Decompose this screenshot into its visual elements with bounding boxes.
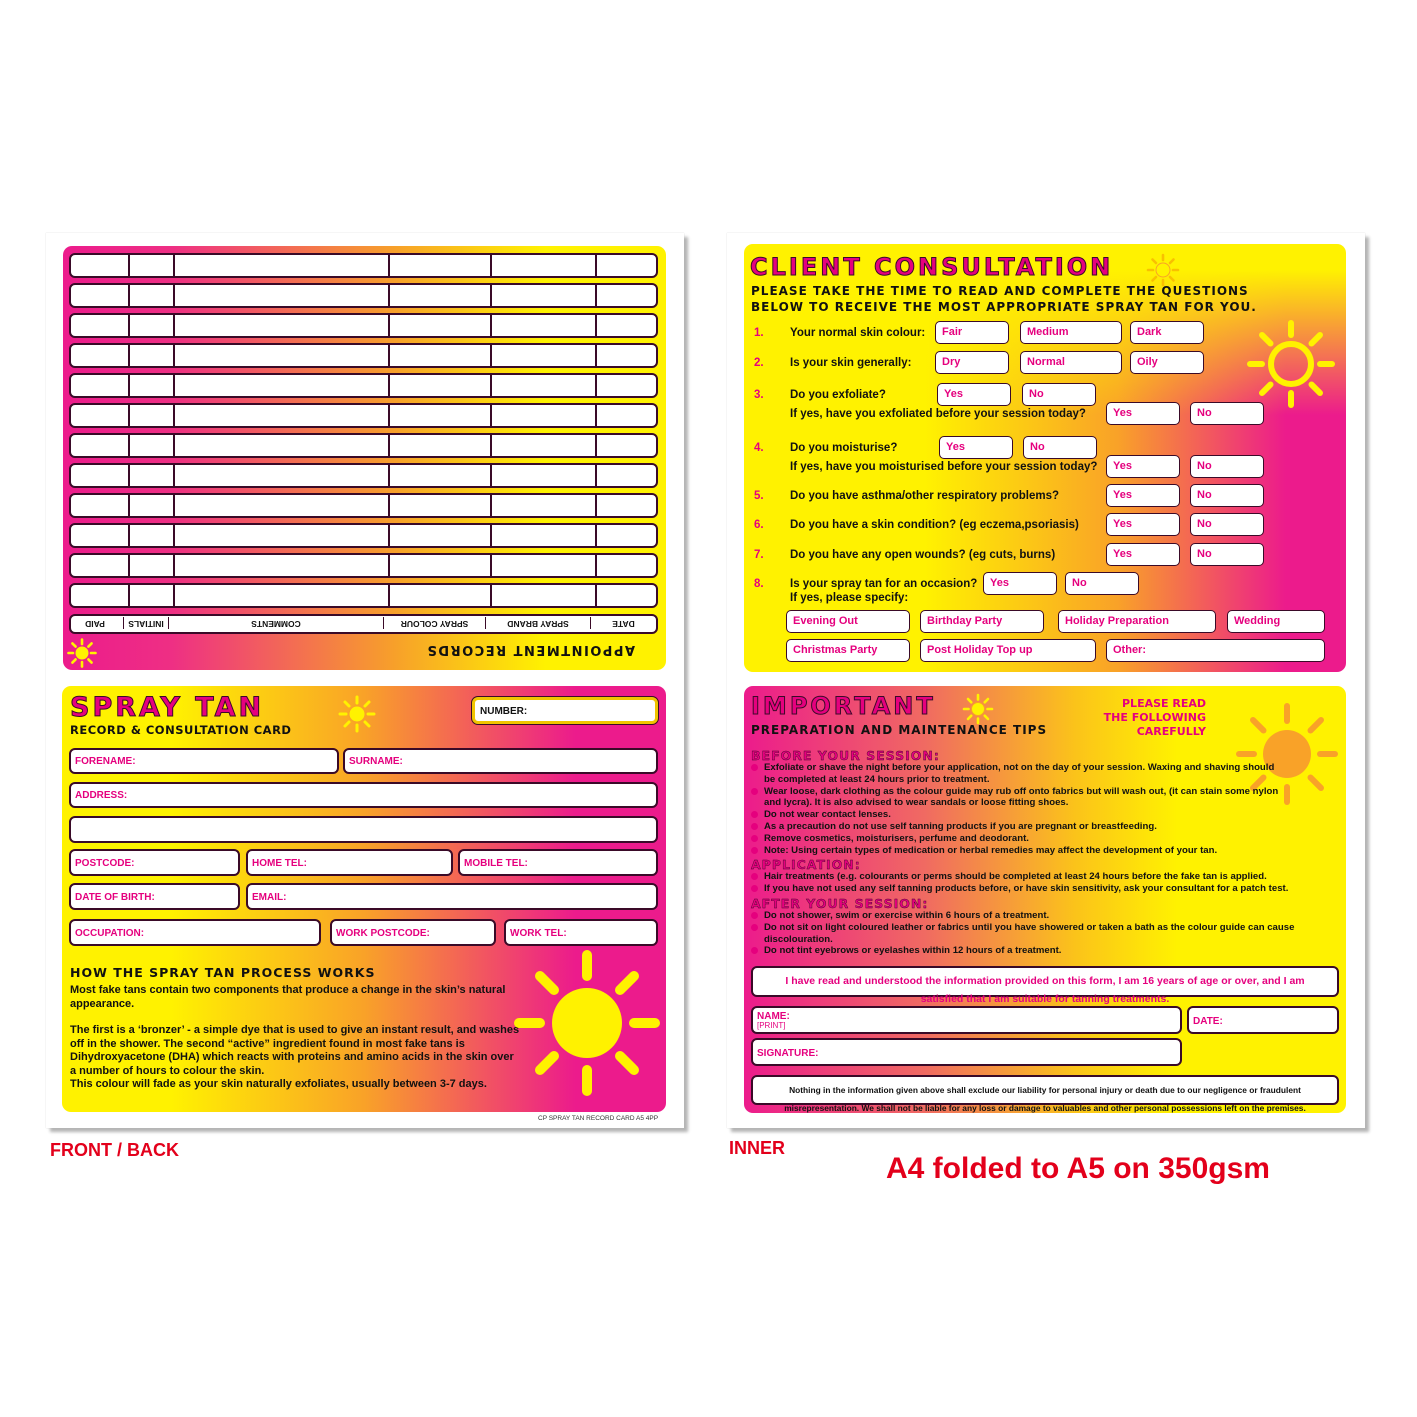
column-divider bbox=[388, 555, 390, 576]
tip-item: Note: Using certain types of medication or herbal remedies may affect the development of your tan. bbox=[749, 845, 1279, 857]
column-divider bbox=[128, 345, 130, 366]
column-divider bbox=[595, 285, 597, 306]
tip-item: Do not shower, swim or exercise within 6 hours of a treatment. bbox=[749, 910, 1329, 922]
column-divider bbox=[173, 585, 175, 606]
column-divider bbox=[173, 495, 175, 516]
sun-icon bbox=[1246, 319, 1336, 409]
how-paragraph-1: Most fake tans contain two components that produce a change in the skin’s natural appearance. bbox=[70, 984, 506, 1010]
option-yes[interactable]: Yes bbox=[1106, 455, 1180, 478]
column-divider bbox=[173, 525, 175, 546]
column-divider bbox=[490, 375, 492, 396]
column-divider bbox=[490, 435, 492, 456]
column-divider bbox=[388, 435, 390, 456]
column-divider bbox=[490, 315, 492, 336]
consultation-intro-2: BELOW TO RECEIVE THE MOST APPROPRIATE SPRAY TAN FOR YOU. bbox=[751, 300, 1257, 314]
option-fair[interactable]: Fair bbox=[935, 321, 1009, 344]
tip-item: If you have not used any self tanning products before, or have skin sensitivity, ask your consultant for a patch test. bbox=[749, 883, 1339, 895]
option-no[interactable]: No bbox=[1023, 436, 1097, 459]
option-normal[interactable]: Normal bbox=[1020, 351, 1122, 374]
how-it-works-text bbox=[70, 984, 520, 1092]
front-back-caption: FRONT / BACK bbox=[50, 1140, 179, 1160]
column-divider bbox=[388, 585, 390, 606]
column-divider bbox=[595, 315, 597, 336]
number-field[interactable]: NUMBER: bbox=[472, 697, 658, 724]
column-divider bbox=[595, 345, 597, 366]
appointment-row[interactable] bbox=[69, 523, 658, 548]
home-tel-field[interactable]: HOME TEL: bbox=[246, 849, 453, 876]
mobile-tel-field[interactable]: MOBILE TEL: bbox=[458, 849, 658, 876]
sun-icon bbox=[337, 694, 377, 734]
question-4-text: Do you moisturise? bbox=[790, 442, 898, 454]
appointment-row[interactable] bbox=[69, 553, 658, 578]
disclaimer-text: Nothing in the information given above shall exclude our liability for personal injury or death due to our negligence or fraudulent misrepresentation. We shall not be liable for any loss or damage to valuables and other personal possessions left on the premises. bbox=[784, 1085, 1306, 1113]
question-7-text: Do you have any open wounds? (eg cuts, burns) bbox=[790, 549, 1056, 561]
print-code: CP SPRAY TAN RECORD CARD A5 4PP bbox=[538, 1115, 659, 1122]
appointment-header-row bbox=[69, 614, 658, 634]
work-tel-field[interactable]: WORK TEL: bbox=[504, 919, 658, 946]
column-divider bbox=[173, 345, 175, 366]
appointment-row[interactable] bbox=[69, 373, 658, 398]
question-number: 7. bbox=[754, 549, 764, 561]
option-yes[interactable]: Yes bbox=[1106, 543, 1180, 566]
appointment-row[interactable] bbox=[69, 463, 658, 488]
option-no[interactable]: No bbox=[1190, 543, 1264, 566]
address-line-2-field[interactable] bbox=[69, 816, 658, 843]
client-consultation-panel bbox=[744, 244, 1346, 672]
column-divider bbox=[173, 375, 175, 396]
how-paragraph-3: This colour will fade as your skin naturally exfoliates, usually between 3-7 days. bbox=[70, 1078, 487, 1090]
question-number: 1. bbox=[754, 327, 764, 339]
appointment-title: APPOINTMENT RECORDS bbox=[426, 642, 635, 657]
option-no[interactable]: No bbox=[1065, 572, 1139, 595]
important-panel bbox=[744, 686, 1346, 1113]
column-divider bbox=[388, 285, 390, 306]
appointment-row[interactable] bbox=[69, 403, 658, 428]
question-2-text: Is your skin generally: bbox=[790, 357, 912, 369]
occasion-post-holiday-top-up[interactable]: Post Holiday Top up bbox=[920, 639, 1096, 662]
front-back-sheet bbox=[46, 233, 684, 1128]
before-session-heading: BEFORE YOUR SESSION: bbox=[751, 748, 940, 763]
column-divider bbox=[490, 345, 492, 366]
option-yes[interactable]: Yes bbox=[1106, 513, 1180, 536]
option-no[interactable]: No bbox=[1022, 383, 1096, 406]
option-dark[interactable]: Dark bbox=[1130, 321, 1204, 344]
question-1-text: Your normal skin colour: bbox=[790, 327, 926, 339]
sun-icon bbox=[67, 638, 97, 668]
declaration-box bbox=[751, 966, 1339, 1005]
email-field[interactable]: EMAIL: bbox=[246, 883, 658, 910]
question-4-followup: If yes, have you moisturised before your session today? bbox=[790, 461, 1098, 473]
format-caption: A4 folded to A5 on 350gsm bbox=[886, 1152, 1270, 1185]
option-no[interactable]: No bbox=[1190, 484, 1264, 507]
column-divider bbox=[173, 315, 175, 336]
column-divider bbox=[128, 285, 130, 306]
option-yes[interactable]: Yes bbox=[1106, 484, 1180, 507]
after-session-list bbox=[749, 910, 1329, 957]
occupation-field[interactable]: OCCUPATION: bbox=[69, 919, 321, 946]
postcode-field[interactable]: POSTCODE: bbox=[69, 849, 240, 876]
column-divider bbox=[173, 285, 175, 306]
sun-icon bbox=[1146, 253, 1180, 287]
please-read-note: PLEASE READ THE FOLLOWING CAREFULLY bbox=[1103, 697, 1206, 738]
occasion-holiday-preparation[interactable]: Holiday Preparation bbox=[1058, 610, 1216, 633]
column-divider bbox=[595, 375, 597, 396]
column-divider bbox=[388, 495, 390, 516]
sun-icon bbox=[962, 693, 994, 725]
tip-item: Do not tint eyebrows or eyelashes within 12 hours of a treatment. bbox=[749, 945, 1329, 957]
appointment-row[interactable] bbox=[69, 253, 658, 278]
question-number: 5. bbox=[754, 490, 764, 502]
question-number: 3. bbox=[754, 389, 764, 401]
date-of-birth-field[interactable]: DATE OF BIRTH: bbox=[69, 883, 240, 910]
column-divider bbox=[128, 465, 130, 486]
tip-item: Hair treatments (e.g. colourants or perms should be completed at least 24 hours before the fake tan is applied. bbox=[749, 871, 1339, 883]
column-divider bbox=[173, 255, 175, 276]
column-header: PAID bbox=[67, 617, 124, 629]
column-divider bbox=[595, 465, 597, 486]
column-header: INITIALS bbox=[124, 617, 169, 629]
name-field[interactable]: NAME: [PRINT] bbox=[751, 1006, 1182, 1034]
option-dry[interactable]: Dry bbox=[935, 351, 1009, 374]
column-divider bbox=[490, 465, 492, 486]
appointment-row[interactable] bbox=[69, 583, 658, 608]
appointment-row[interactable] bbox=[69, 283, 658, 308]
appointment-row[interactable] bbox=[69, 313, 658, 338]
column-divider bbox=[595, 525, 597, 546]
occasion-evening-out[interactable]: Evening Out bbox=[786, 610, 910, 633]
column-divider bbox=[490, 525, 492, 546]
consultation-intro-1: PLEASE TAKE THE TIME TO READ AND COMPLETE THE QUESTIONS bbox=[751, 284, 1249, 298]
appointment-row[interactable] bbox=[69, 343, 658, 368]
after-session-heading: AFTER YOUR SESSION: bbox=[751, 896, 929, 911]
column-divider bbox=[388, 525, 390, 546]
occasion-christmas-party[interactable]: Christmas Party bbox=[786, 639, 910, 662]
column-divider bbox=[388, 375, 390, 396]
signature-field[interactable]: SIGNATURE: bbox=[751, 1038, 1182, 1066]
tip-item: Wear loose, dark clothing as the colour guide may rub off onto fabrics but will wash out, (it can stain some nylon and lycra). It is also advised to wear sandals or loose fitting shoes. bbox=[749, 786, 1279, 810]
occasion-other[interactable]: Other: bbox=[1106, 639, 1325, 662]
question-number: 2. bbox=[754, 357, 764, 369]
option-oily[interactable]: Oily bbox=[1130, 351, 1204, 374]
question-5-text: Do you have asthma/other respiratory problems? bbox=[790, 490, 1060, 502]
address-field[interactable]: ADDRESS: bbox=[69, 782, 658, 808]
column-divider bbox=[388, 315, 390, 336]
spray-tan-card-panel bbox=[62, 686, 666, 1112]
question-8-followup: If yes, please specify: bbox=[790, 592, 909, 604]
column-divider bbox=[490, 495, 492, 516]
column-divider bbox=[388, 345, 390, 366]
question-8-text: Is your spray tan for an occasion? bbox=[790, 578, 978, 590]
question-number: 4. bbox=[754, 442, 764, 454]
tip-item: As a precaution do not use self tanning products if you are pregnant or breastfeeding. bbox=[749, 821, 1279, 833]
column-header: SPRAY BRAND bbox=[486, 617, 591, 629]
occasion-wedding[interactable]: Wedding bbox=[1227, 610, 1325, 633]
application-heading: APPLICATION: bbox=[751, 857, 861, 872]
question-3-followup: If yes, have you exfoliated before your session today? bbox=[790, 408, 1086, 420]
option-no[interactable]: No bbox=[1190, 455, 1264, 478]
question-3-text: Do you exfoliate? bbox=[790, 389, 886, 401]
column-divider bbox=[490, 585, 492, 606]
application-list bbox=[749, 871, 1339, 895]
tip-item: Exfoliate or shave the night before your application, not on the day of your session. Waxing and shaving should be completed at least 24 hours prior to treatment. bbox=[749, 762, 1279, 786]
option-medium[interactable]: Medium bbox=[1020, 321, 1122, 344]
column-divider bbox=[173, 555, 175, 576]
forename-field[interactable]: FORENAME: bbox=[69, 748, 339, 774]
inner-sheet bbox=[727, 233, 1365, 1128]
question-6-text: Do you have a skin condition? (eg eczema,psoriasis) bbox=[790, 519, 1079, 531]
option-no[interactable]: No bbox=[1190, 513, 1264, 536]
card-title: SPRAY TAN bbox=[70, 692, 265, 723]
column-header: SPRAY COLOUR bbox=[384, 617, 486, 629]
date-field[interactable]: DATE: bbox=[1187, 1006, 1339, 1034]
option-yes[interactable]: Yes bbox=[937, 383, 1011, 406]
column-divider bbox=[595, 405, 597, 426]
column-divider bbox=[173, 405, 175, 426]
appointment-row[interactable] bbox=[69, 433, 658, 458]
important-subtitle: PREPARATION AND MAINTENANCE TIPS bbox=[751, 723, 1048, 737]
column-divider bbox=[173, 465, 175, 486]
column-divider bbox=[173, 435, 175, 456]
appointment-row[interactable] bbox=[69, 493, 658, 518]
column-divider bbox=[388, 465, 390, 486]
important-title: IMPORTANT bbox=[751, 692, 936, 720]
work-postcode-field[interactable]: WORK POSTCODE: bbox=[330, 919, 496, 946]
option-yes[interactable]: Yes bbox=[1106, 402, 1180, 425]
column-divider bbox=[388, 255, 390, 276]
column-divider bbox=[595, 495, 597, 516]
column-divider bbox=[128, 315, 130, 336]
surname-field[interactable]: SURNAME: bbox=[343, 748, 658, 774]
column-divider bbox=[128, 435, 130, 456]
sun-icon bbox=[512, 948, 662, 1098]
column-divider bbox=[490, 555, 492, 576]
appointment-records-panel bbox=[63, 246, 666, 670]
card-subtitle: RECORD & CONSULTATION CARD bbox=[70, 723, 292, 737]
column-divider bbox=[128, 585, 130, 606]
tip-item: Do not wear contact lenses. bbox=[749, 809, 1279, 821]
option-yes[interactable]: Yes bbox=[983, 572, 1057, 595]
option-no[interactable]: No bbox=[1190, 402, 1264, 425]
column-header: DATE bbox=[612, 619, 635, 629]
inner-caption: INNER bbox=[729, 1138, 786, 1158]
column-divider bbox=[128, 555, 130, 576]
column-divider bbox=[388, 405, 390, 426]
disclaimer-box bbox=[751, 1075, 1339, 1113]
column-divider bbox=[490, 405, 492, 426]
column-divider bbox=[490, 285, 492, 306]
column-divider bbox=[595, 555, 597, 576]
how-paragraph-2: The first is a ‘bronzer’ - a simple dye that is used to give an instant result, and washes off in the shower. The second “active” ingredient found in most fake tans is Dihydroxyacetone (DHA) which reacts with proteins and amino acids in the skin over a number of hours to colour the skin. bbox=[70, 1024, 520, 1077]
column-divider bbox=[128, 495, 130, 516]
column-divider bbox=[128, 525, 130, 546]
how-it-works-heading: HOW THE SPRAY TAN PROCESS WORKS bbox=[70, 965, 376, 980]
declaration-text: I have read and understood the information provided on this form, I am 16 years of age or over, and I am satisfied that I am suitable for tanning treatments. bbox=[785, 975, 1305, 1005]
consultation-title: CLIENT CONSULTATION bbox=[750, 253, 1114, 281]
column-divider bbox=[128, 405, 130, 426]
column-divider bbox=[128, 375, 130, 396]
column-divider bbox=[595, 435, 597, 456]
column-header: COMMENTS bbox=[169, 617, 384, 629]
tip-item: Remove cosmetics, moisturisers, perfume and deodorant. bbox=[749, 833, 1279, 845]
tip-item: Do not sit on light coloured leather or fabrics until you have showered or taken a bath as the colour guide can cause discolouration. bbox=[749, 922, 1329, 946]
occasion-birthday-party[interactable]: Birthday Party bbox=[920, 610, 1044, 633]
question-number: 8. bbox=[754, 578, 764, 590]
column-divider bbox=[128, 255, 130, 276]
column-divider bbox=[595, 255, 597, 276]
option-yes[interactable]: Yes bbox=[939, 436, 1013, 459]
before-session-list bbox=[749, 762, 1279, 856]
question-number: 6. bbox=[754, 519, 764, 531]
column-divider bbox=[595, 585, 597, 606]
column-divider bbox=[490, 255, 492, 276]
